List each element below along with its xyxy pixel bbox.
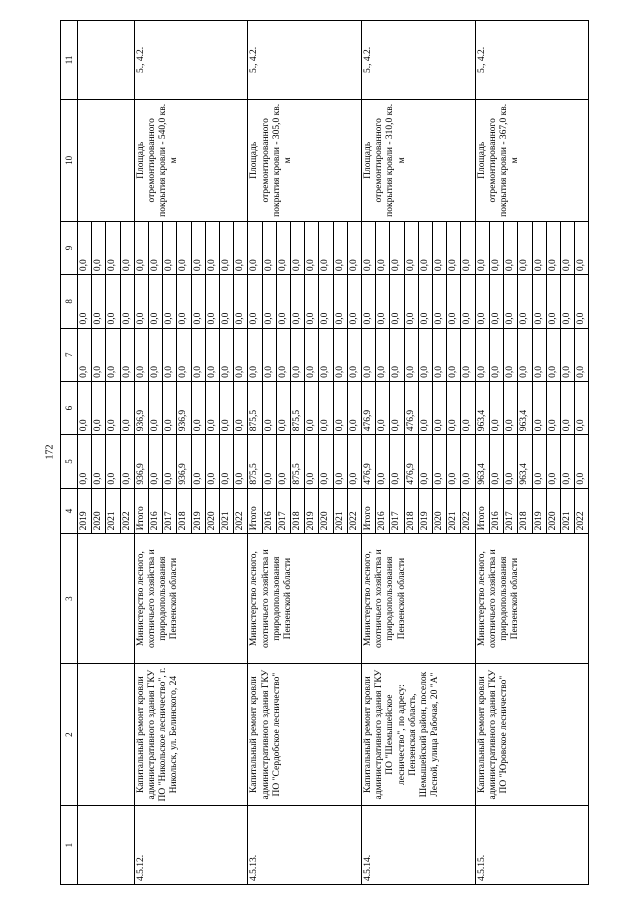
value-cell: 0,0 [461, 221, 475, 274]
value-cell: 0,0 [220, 328, 234, 381]
year-cell: 2019 [191, 488, 205, 534]
value-cell: 0,0 [220, 275, 234, 328]
value-cell: 963,4 [475, 435, 489, 488]
value-cell: 0,0 [390, 381, 404, 434]
year-cell: 2017 [504, 488, 518, 534]
section-link: 5., 4.2. [362, 21, 476, 100]
value-cell: 0,0 [149, 435, 163, 488]
value-cell: 0,0 [177, 328, 191, 381]
value-cell: 0,0 [333, 328, 347, 381]
year-cell: 2016 [489, 488, 503, 534]
header-cell-10: 10 [61, 99, 78, 221]
year-cell: 2017 [163, 488, 177, 534]
value-cell: 0,0 [205, 328, 219, 381]
year-cell: 2016 [262, 488, 276, 534]
value-cell: 0,0 [461, 275, 475, 328]
value-cell: 0,0 [205, 221, 219, 274]
year-cell: 2018 [291, 488, 305, 534]
value-cell: 0,0 [532, 381, 546, 434]
value-cell: 0,0 [333, 275, 347, 328]
year-cell: 2016 [149, 488, 163, 534]
value-cell: 0,0 [92, 328, 106, 381]
value-cell: 0,0 [376, 328, 390, 381]
value-cell: 0,0 [475, 221, 489, 274]
value-cell: 0,0 [234, 221, 248, 274]
value-cell: 0,0 [376, 275, 390, 328]
year-cell: 2020 [319, 488, 333, 534]
value-cell: 0,0 [92, 275, 106, 328]
year-cell: 2019 [532, 488, 546, 534]
table-row [134, 21, 148, 885]
value-cell: 0,0 [532, 275, 546, 328]
value-cell: 0,0 [489, 381, 503, 434]
value-cell: 0,0 [234, 275, 248, 328]
value-cell: 0,0 [518, 328, 532, 381]
value-cell: 0,0 [106, 381, 120, 434]
value-cell: 0,0 [262, 328, 276, 381]
value-cell: 963,4 [518, 435, 532, 488]
value-cell: 0,0 [305, 381, 319, 434]
year-cell: 2018 [177, 488, 191, 534]
rotated-table-wrapper [60, 20, 587, 885]
year-cell: Итого [248, 488, 262, 534]
header-cell-5: 5 [61, 435, 78, 488]
header-cell-2: 2 [61, 663, 78, 805]
value-cell: 0,0 [234, 328, 248, 381]
year-cell: 2021 [447, 488, 461, 534]
year-cell: 2021 [220, 488, 234, 534]
year-cell: 2019 [418, 488, 432, 534]
value-cell: 0,0 [390, 328, 404, 381]
year-cell: 2017 [390, 488, 404, 534]
value-cell: 0,0 [78, 381, 92, 434]
continuation-link [78, 21, 135, 100]
value-cell: 0,0 [390, 221, 404, 274]
value-cell: 963,4 [518, 381, 532, 434]
value-cell: 0,0 [347, 221, 361, 274]
year-cell: 2019 [305, 488, 319, 534]
value-cell: 875,5 [248, 381, 262, 434]
value-cell: 0,0 [92, 435, 106, 488]
value-cell: 0,0 [376, 435, 390, 488]
value-cell: 875,5 [291, 435, 305, 488]
page-number-text: 172 [44, 444, 55, 460]
value-cell: 0,0 [546, 381, 560, 434]
value-cell: 0,0 [475, 275, 489, 328]
value-cell: 0,0 [532, 328, 546, 381]
value-cell: 0,0 [546, 435, 560, 488]
value-cell: 0,0 [205, 275, 219, 328]
value-cell: 0,0 [390, 275, 404, 328]
header-cell-7: 7 [61, 328, 78, 381]
value-cell: 0,0 [163, 275, 177, 328]
value-cell: 0,0 [418, 381, 432, 434]
section-code: 4.5.12. [134, 806, 248, 885]
value-cell: 0,0 [276, 275, 290, 328]
year-cell: 2016 [376, 488, 390, 534]
section-link: 5., 4.2. [248, 21, 362, 100]
value-cell: 0,0 [149, 275, 163, 328]
value-cell: 0,0 [447, 328, 461, 381]
value-cell: 0,0 [418, 221, 432, 274]
value-cell: 0,0 [489, 328, 503, 381]
value-cell: 0,0 [433, 328, 447, 381]
value-cell: 0,0 [461, 328, 475, 381]
value-cell: 0,0 [191, 381, 205, 434]
value-cell: 0,0 [305, 221, 319, 274]
value-cell: 0,0 [291, 328, 305, 381]
section-executor: Министерство лесного, охотничьего хозяйства и природопользования Пензенской области [362, 534, 476, 664]
value-cell: 0,0 [120, 435, 134, 488]
value-cell: 0,0 [163, 328, 177, 381]
value-cell: 0,0 [163, 221, 177, 274]
table-body [78, 21, 589, 885]
header-cell-4: 4 [61, 488, 78, 534]
value-cell: 0,0 [404, 328, 418, 381]
header-cell-6: 6 [61, 381, 78, 434]
section-executor: Министерство лесного, охотничьего хозяйства и природопользования Пензенской области [475, 534, 589, 664]
value-cell: 0,0 [291, 275, 305, 328]
value-cell: 0,0 [106, 328, 120, 381]
section-title: Капитальный ремонт кровли административного здания ГКУ ПО "Сердобское лесничество" [248, 663, 362, 805]
value-cell: 0,0 [376, 381, 390, 434]
value-cell: 0,0 [305, 328, 319, 381]
header-cell-1: 1 [61, 806, 78, 885]
value-cell: 0,0 [546, 328, 560, 381]
value-cell: 0,0 [134, 275, 148, 328]
value-cell: 0,0 [447, 381, 461, 434]
value-cell: 0,0 [220, 381, 234, 434]
value-cell: 0,0 [447, 275, 461, 328]
table-row [362, 21, 376, 885]
year-cell: 2020 [92, 488, 106, 534]
value-cell: 0,0 [191, 435, 205, 488]
value-cell: 0,0 [78, 435, 92, 488]
value-cell: 0,0 [276, 221, 290, 274]
value-cell: 0,0 [191, 328, 205, 381]
year-cell: 2018 [518, 488, 532, 534]
value-cell: 0,0 [333, 381, 347, 434]
section-code: 4.5.14. [362, 806, 476, 885]
section-executor: Министерство лесного, охотничьего хозяйства и природопользования Пензенской области [248, 534, 362, 664]
section-title: Капитальный ремонт кровли административного здания ГКУ ПО "Шемышейское лесничество", по адресу: Пензенская область, Шемышейский район, поселок Лесной, улица Рабочая, 20 "А" [362, 663, 476, 805]
section-result: Площадь отремонтированного покрытия кровли - 367,0 кв. м [475, 99, 589, 221]
value-cell: 0,0 [120, 221, 134, 274]
continuation-result [78, 99, 135, 221]
value-cell: 0,0 [560, 435, 574, 488]
value-cell: 0,0 [120, 328, 134, 381]
value-cell: 0,0 [376, 221, 390, 274]
year-cell: 2021 [106, 488, 120, 534]
value-cell: 0,0 [92, 381, 106, 434]
value-cell: 0,0 [276, 381, 290, 434]
value-cell: 0,0 [191, 221, 205, 274]
section-title: Капитальный ремонт кровли административного здания ГКУ ПО "Никольское лесничество", г. Никольск, ул. Белинского, 24 [134, 663, 248, 805]
value-cell: 0,0 [191, 275, 205, 328]
value-cell: 0,0 [319, 221, 333, 274]
value-cell: 0,0 [78, 221, 92, 274]
value-cell: 0,0 [262, 275, 276, 328]
value-cell: 0,0 [575, 221, 589, 274]
year-cell: 2018 [404, 488, 418, 534]
value-cell: 963,4 [475, 381, 489, 434]
value-cell: 0,0 [134, 328, 148, 381]
year-cell: 2022 [347, 488, 361, 534]
value-cell: 0,0 [475, 328, 489, 381]
value-cell: 0,0 [518, 275, 532, 328]
value-cell: 0,0 [347, 381, 361, 434]
value-cell: 0,0 [120, 381, 134, 434]
value-cell: 0,0 [106, 275, 120, 328]
value-cell: 0,0 [404, 221, 418, 274]
value-cell: 0,0 [461, 381, 475, 434]
year-cell: 2021 [333, 488, 347, 534]
value-cell: 0,0 [262, 381, 276, 434]
value-cell: 0,0 [362, 275, 376, 328]
section-link: 5., 4.2. [134, 21, 248, 100]
value-cell: 936,9 [134, 435, 148, 488]
value-cell: 0,0 [234, 381, 248, 434]
year-cell: 2020 [433, 488, 447, 534]
section-result: Площадь отремонтированного покрытия кровли - 305,0 кв. м [248, 99, 362, 221]
value-cell: 0,0 [418, 275, 432, 328]
value-cell: 0,0 [560, 328, 574, 381]
continuation-row [78, 21, 92, 885]
table-row [248, 21, 262, 885]
value-cell: 0,0 [276, 328, 290, 381]
value-cell: 0,0 [546, 275, 560, 328]
table-header [61, 21, 78, 885]
section-result: Площадь отремонтированного покрытия кровли - 310,0 кв. м [362, 99, 476, 221]
value-cell: 0,0 [163, 381, 177, 434]
value-cell: 875,5 [248, 435, 262, 488]
value-cell: 0,0 [149, 221, 163, 274]
value-cell: 0,0 [319, 328, 333, 381]
value-cell: 936,9 [134, 381, 148, 434]
continuation-executor [78, 534, 135, 664]
header-cell-8: 8 [61, 275, 78, 328]
value-cell: 0,0 [305, 435, 319, 488]
value-cell: 0,0 [347, 275, 361, 328]
year-cell: 2022 [120, 488, 134, 534]
value-cell: 0,0 [532, 221, 546, 274]
section-executor: Министерство лесного, охотничьего хозяйства и природопользования Пензенской области [134, 534, 248, 664]
header-cell-11: 11 [61, 21, 78, 100]
value-cell: 0,0 [305, 275, 319, 328]
section-link: 5., 4.2. [475, 21, 589, 100]
value-cell: 0,0 [205, 381, 219, 434]
value-cell: 0,0 [575, 381, 589, 434]
value-cell: 0,0 [575, 328, 589, 381]
value-cell: 0,0 [560, 381, 574, 434]
year-cell: 2022 [234, 488, 248, 534]
value-cell: 0,0 [262, 221, 276, 274]
section-code: 4.5.13. [248, 806, 362, 885]
value-cell: 0,0 [433, 381, 447, 434]
value-cell: 0,0 [333, 435, 347, 488]
value-cell: 0,0 [433, 275, 447, 328]
value-cell: 0,0 [78, 328, 92, 381]
value-cell: 0,0 [447, 221, 461, 274]
section-title: Капитальный ремонт кровли административного здания ГКУ ПО "Юровское лесничество" [475, 663, 589, 805]
value-cell: 0,0 [347, 435, 361, 488]
value-cell: 476,9 [362, 435, 376, 488]
value-cell: 0,0 [504, 275, 518, 328]
value-cell: 0,0 [248, 221, 262, 274]
section-code: 4.5.15. [475, 806, 589, 885]
value-cell: 0,0 [560, 221, 574, 274]
value-cell: 0,0 [276, 435, 290, 488]
continuation-code [78, 806, 135, 885]
value-cell: 0,0 [433, 221, 447, 274]
value-cell: 0,0 [504, 435, 518, 488]
value-cell: 0,0 [447, 435, 461, 488]
value-cell: 0,0 [418, 328, 432, 381]
section-result: Площадь отремонтированного покрытия кровли - 540,0 кв. м [134, 99, 248, 221]
year-cell: 2022 [575, 488, 589, 534]
value-cell: 0,0 [362, 328, 376, 381]
value-cell: 0,0 [362, 221, 376, 274]
value-cell: 0,0 [319, 435, 333, 488]
year-cell: 2021 [560, 488, 574, 534]
value-cell: 0,0 [120, 275, 134, 328]
value-cell: 0,0 [78, 275, 92, 328]
year-cell: 2020 [546, 488, 560, 534]
value-cell: 0,0 [504, 328, 518, 381]
value-cell: 0,0 [177, 221, 191, 274]
year-cell: 2017 [276, 488, 290, 534]
value-cell: 0,0 [149, 381, 163, 434]
value-cell: 0,0 [532, 435, 546, 488]
value-cell: 0,0 [262, 435, 276, 488]
value-cell: 0,0 [489, 221, 503, 274]
value-cell: 0,0 [177, 275, 191, 328]
value-cell: 0,0 [106, 435, 120, 488]
value-cell: 0,0 [106, 221, 120, 274]
continuation-title [78, 663, 135, 805]
value-cell: 0,0 [504, 221, 518, 274]
value-cell: 0,0 [390, 435, 404, 488]
page-number [42, 440, 58, 464]
value-cell: 0,0 [489, 275, 503, 328]
value-cell: 0,0 [404, 275, 418, 328]
value-cell: 476,9 [404, 435, 418, 488]
value-cell: 0,0 [291, 221, 305, 274]
value-cell: 0,0 [433, 435, 447, 488]
table-row [475, 21, 489, 885]
value-cell: 0,0 [504, 381, 518, 434]
year-cell: 2022 [461, 488, 475, 534]
value-cell: 0,0 [319, 381, 333, 434]
value-cell: 0,0 [319, 275, 333, 328]
value-cell: 0,0 [575, 435, 589, 488]
value-cell: 476,9 [404, 381, 418, 434]
value-cell: 0,0 [163, 435, 177, 488]
value-cell: 0,0 [248, 275, 262, 328]
year-cell: 2019 [78, 488, 92, 534]
value-cell: 875,5 [291, 381, 305, 434]
value-cell: 0,0 [518, 221, 532, 274]
year-cell: Итого [475, 488, 489, 534]
program-table [60, 20, 589, 885]
value-cell: 936,9 [177, 381, 191, 434]
year-cell: Итого [362, 488, 376, 534]
value-cell: 0,0 [220, 435, 234, 488]
year-cell: 2020 [205, 488, 219, 534]
value-cell: 0,0 [489, 435, 503, 488]
value-cell: 0,0 [92, 221, 106, 274]
header-cell-9: 9 [61, 221, 78, 274]
value-cell: 0,0 [248, 328, 262, 381]
value-cell: 0,0 [234, 435, 248, 488]
value-cell: 0,0 [461, 435, 475, 488]
value-cell: 936,9 [177, 435, 191, 488]
value-cell: 0,0 [347, 328, 361, 381]
year-cell: Итого [134, 488, 148, 534]
value-cell: 0,0 [333, 221, 347, 274]
value-cell: 0,0 [205, 435, 219, 488]
value-cell: 0,0 [575, 275, 589, 328]
header-row [61, 21, 78, 885]
value-cell: 0,0 [134, 221, 148, 274]
value-cell: 0,0 [418, 435, 432, 488]
value-cell: 0,0 [149, 328, 163, 381]
value-cell: 0,0 [560, 275, 574, 328]
value-cell: 0,0 [546, 221, 560, 274]
header-cell-3: 3 [61, 534, 78, 664]
value-cell: 476,9 [362, 381, 376, 434]
value-cell: 0,0 [220, 221, 234, 274]
